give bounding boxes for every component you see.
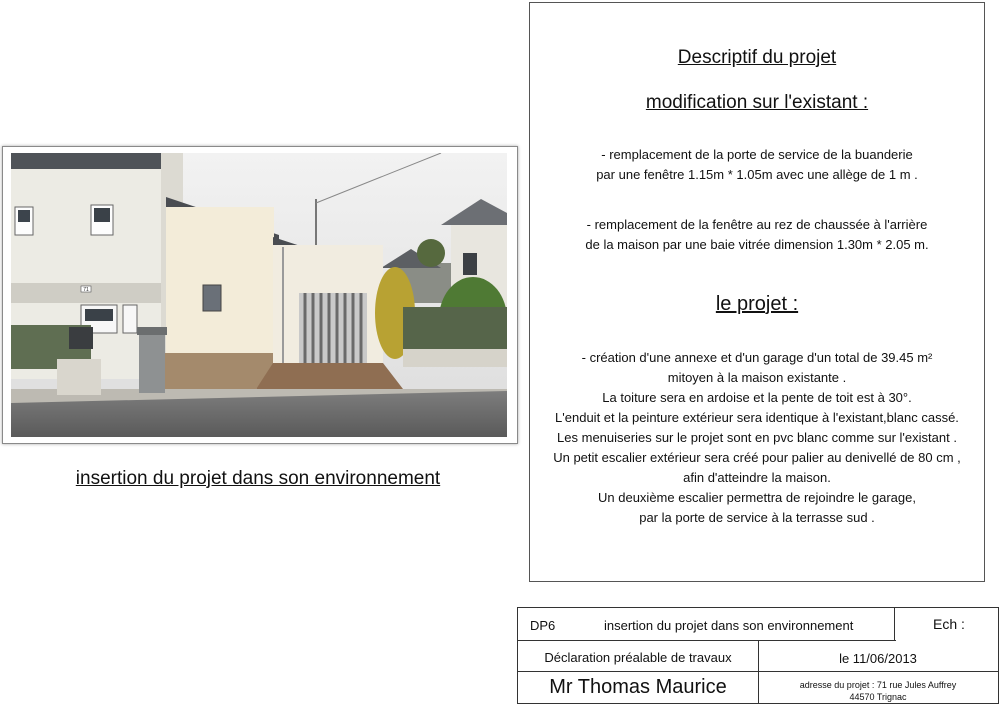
text-line: - remplacement de la fenêtre au rez de chaussée à l'arrière	[586, 217, 928, 232]
description-panel	[529, 2, 985, 582]
text-line: L'enduit et la peinture extérieur sera identique à l'existant,blanc cassé.	[555, 410, 959, 425]
text-line: - remplacement de la porte de service de la buanderie	[601, 147, 913, 162]
text-line: Les menuiseries sur le projet sont en pvc blanc comme sur l'existant .	[557, 430, 957, 445]
section-title-project: le projet :	[715, 293, 799, 315]
text-line: de la maison par une baie vitrée dimension 1.30m * 2.05 m.	[585, 237, 929, 252]
declaration-label: Déclaration préalable de travaux	[544, 650, 732, 665]
project-address	[758, 679, 998, 703]
owner-name: Mr Thomas Maurice	[549, 676, 727, 698]
address-line: adresse du projet : 71 rue Jules Auffrey	[799, 680, 957, 690]
text-line: Un deuxième escalier permettra de rejoindre le garage,	[598, 490, 916, 505]
project-paragraph	[530, 348, 984, 528]
text-line: - création d'une annexe et d'un garage d'un total de 39.45 m²	[581, 350, 933, 365]
photo-caption: insertion du projet dans son environnement	[75, 468, 441, 489]
text-line: Un petit escalier extérieur sera créé pour palier au denivellé de 80 cm ,	[553, 450, 961, 465]
text-line: afin d'atteindre la maison.	[683, 470, 831, 485]
text-line: par la porte de service à la terrasse sud .	[639, 510, 875, 525]
drawing-date: le 11/06/2013	[839, 651, 917, 666]
section-title-existing: modification sur l'existant :	[645, 92, 869, 113]
title-block	[517, 607, 999, 704]
address-line: 44570 Trignac	[849, 692, 907, 702]
project-photo-frame	[2, 146, 518, 444]
house-number: 71	[83, 287, 89, 293]
text-line: La toiture sera en ardoise et la pente de toit est à 30°.	[602, 390, 912, 405]
drawing-code: DP6	[530, 618, 556, 633]
description-heading: Descriptif du projet	[677, 47, 837, 68]
existing-paragraph-1	[530, 145, 984, 185]
existing-paragraph-2	[530, 215, 984, 255]
drawing-title: insertion du projet dans son environnement	[604, 618, 854, 633]
scale-label: Ech :	[933, 616, 965, 632]
project-photo	[11, 153, 507, 437]
text-line: par une fenêtre 1.15m * 1.05m avec une allège de 1 m .	[596, 167, 918, 182]
text-line: mitoyen à la maison existante .	[667, 370, 847, 385]
